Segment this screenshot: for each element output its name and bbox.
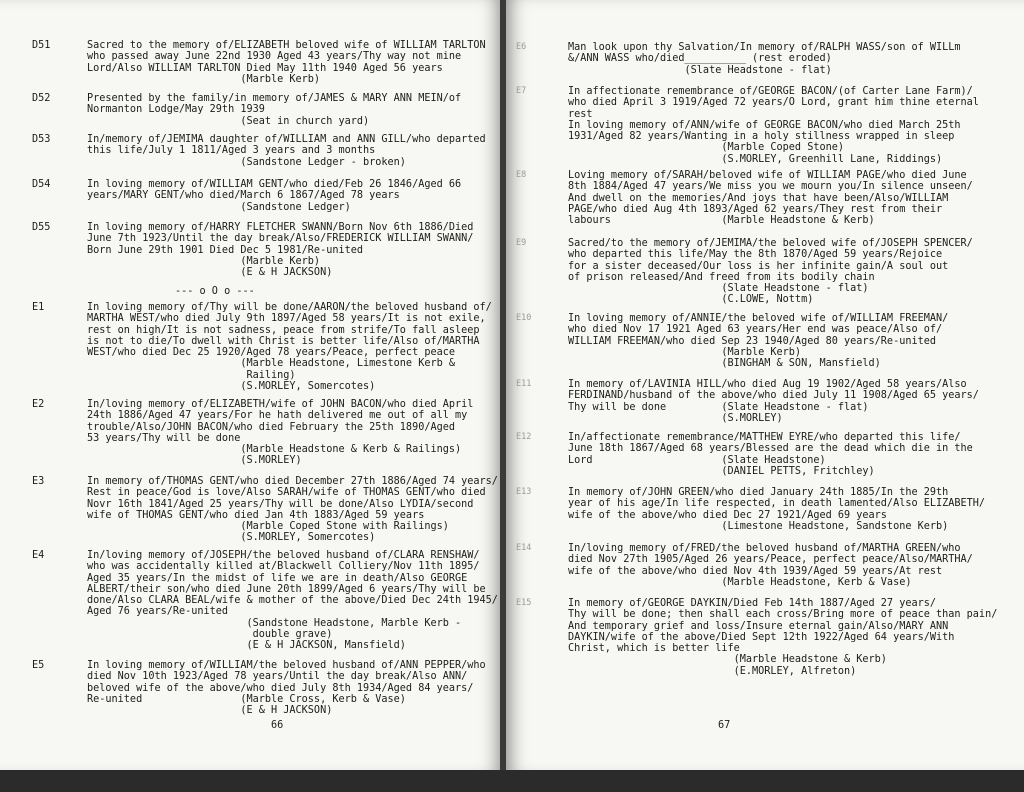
inscription-line: (Marble Coped Stone) — [568, 142, 845, 154]
inscription-line: years/MARY GENT/who died/March 6 1867/Aged 78 years — [87, 190, 400, 202]
grave-code: E9 — [516, 238, 527, 248]
inscription-line: 8th 1884/Aged 47 years/We miss you we mourn you/In silence unseen/ — [568, 181, 973, 193]
inscription-line: (Marble Headstone & Kerb) — [568, 654, 887, 666]
inscription-line: In loving memory of/ANNIE/the beloved wife of/WILLIAM FREEMAN/ — [568, 313, 949, 324]
inscription-line: ALBERT/their son/who died June 20th 1899/Aged 6 years/Thy will be — [87, 583, 486, 595]
inscription-text — [87, 93, 461, 127]
inscription-line: 1931/Aged 82 years/Wanting in a holy stillness wrapped in sleep — [568, 131, 955, 143]
inscription-line: Thy will be done (Slate Headstone - flat) — [568, 401, 869, 413]
inscription-line: this life/July 1 1811/Aged 3 years and 3 months — [87, 145, 376, 157]
grave-code: E14 — [516, 543, 532, 553]
grave-code: E10 — [516, 313, 532, 323]
inscription-line: In affectionate remembrance of/GEORGE BACON/(of Carter Lane Farm)/ — [568, 86, 973, 97]
inscription-text — [87, 222, 473, 278]
inscription-line: &/ANN WASS who/died__________ (rest eroded) — [568, 53, 832, 65]
inscription-line: (E & H JACKSON) — [87, 267, 333, 279]
inscription-line: In loving memory of/ANN/wife of GEORGE BACON/who died March 25th — [568, 119, 961, 131]
grave-code: E3 — [32, 476, 45, 487]
inscription-line: done/Also CLARA BEAL/wife & mother of the above/Died Dec 24th 1945/ — [87, 595, 498, 607]
inscription-entry — [506, 379, 1024, 426]
grave-code: E11 — [516, 379, 532, 389]
inscription-line: Sacred/to the memory of/JEMIMA/the beloved wife of/JOSEPH SPENCER/ — [568, 238, 973, 249]
inscription-line: In loving memory of/HARRY FLETCHER SWANN/Born Nov 6th 1886/Died — [87, 222, 474, 233]
inscription-line: Thy will be done; then shall each cross/Bring more of peace than pain/ — [568, 609, 998, 621]
inscription-entry — [506, 86, 1024, 167]
inscription-entry — [506, 170, 1024, 229]
inscription-line: (BINGHAM & SON, Mansfield) — [568, 358, 881, 370]
right-page — [506, 0, 1024, 772]
inscription-line: labours (Marble Headstone & Kerb) — [568, 215, 875, 227]
inscription-line: who departed this life/May the 8th 1870/Aged 59 years/Rejoice — [568, 249, 943, 261]
inscription-line: trouble/Also/JOHN BACON/who died February the 25th 1890/Aged — [87, 421, 456, 433]
inscription-line: In loving memory of/WILLIAM GENT/who died/Feb 26 1846/Aged 66 — [87, 179, 462, 190]
inscription-line: (Sandstone Ledger - broken) — [87, 156, 406, 168]
inscription-line: In loving memory of/Thy will be done/AARON/the beloved husband of/ — [87, 302, 492, 313]
inscription-line: who died April 3 1919/Aged 72 years/O Lord, grant him thine eternal — [568, 97, 979, 109]
inscription-entry — [506, 42, 1024, 78]
inscription-line: year of his age/In life respected, in death lamented/Also ELIZABETH/ — [568, 498, 986, 510]
inscription-text — [87, 179, 461, 213]
inscription-text — [87, 660, 486, 716]
inscription-line: In memory of/THOMAS GENT/who died December 27th 1886/Aged 74 years/ — [87, 476, 498, 487]
page-number: 67 — [718, 720, 731, 731]
inscription-line: In memory of/JOHN GREEN/who died January 24th 1885/In the 29th — [568, 487, 949, 498]
left-page — [0, 0, 502, 772]
inscription-line: who passed away June 22nd 1930 Aged 43 years/Thy way not mine — [87, 51, 462, 63]
inscription-line: June 18th 1867/Aged 68 years/Blessed are the dead which die in the — [568, 443, 973, 455]
inscription-line: (Marble Headstone, Limestone Kerb & — [87, 358, 456, 370]
inscription-line: of prison released/And freed from its bodily chain — [568, 271, 875, 283]
inscription-line: wife of THOMAS GENT/who died Jan 4th 1883/Aged 59 years — [87, 509, 425, 521]
inscription-line: Novr 16th 1841/Aged 25 years/Thy will be done/Also LYDIA/second — [87, 498, 474, 510]
inscription-line: And temporary grief and loss/Insure eternal gain/Also/MARY ANN — [568, 620, 949, 632]
inscription-line: wife of the above/who died Dec 27 1921/Aged 69 years — [568, 509, 887, 521]
inscription-line: (Marble Kerb) — [87, 73, 321, 85]
inscription-entry — [0, 40, 502, 87]
scanner-edge — [0, 770, 1024, 792]
grave-code: D51 — [32, 40, 51, 51]
inscription-line: who was accidentally killed at/Blackwell Colliery/Nov 11th 1895/ — [87, 561, 480, 573]
inscription-entry — [0, 222, 502, 281]
inscription-line: (S.MORLEY) — [87, 455, 302, 467]
inscription-text — [568, 238, 973, 306]
inscription-line: beloved wife of the above/who died July 8th 1934/Aged 84 years/ — [87, 682, 474, 694]
inscription-line: (DANIEL PETTS, Fritchley) — [568, 465, 875, 477]
inscription-line: (E.MORLEY, Alfreton) — [568, 665, 857, 677]
inscription-line: And dwell on the memories/And joys that have been/Also/WILLIAM — [568, 192, 949, 204]
inscription-line: Aged 35 years/In the midst of life we are in death/Also GEORGE — [87, 572, 468, 584]
inscription-line: (Sandstone Ledger) — [87, 201, 351, 213]
grave-code: E4 — [32, 550, 45, 561]
inscription-line: wife of the above/who died Nov 4th 1939/Aged 59 years/At rest — [568, 565, 943, 577]
inscription-line: is not to die/To dwell with Christ is better life/Also of/MARTHA — [87, 335, 480, 347]
inscription-line: (S.MORLEY) — [568, 412, 783, 424]
inscription-line: died Nov 27th 1905/Aged 26 years/Peace, perfect peace/Also/MARTHA/ — [568, 554, 973, 566]
inscription-line: Sacred to the memory of/ELIZABETH beloved wife of WILLIAM TARLTON — [87, 40, 486, 51]
inscription-line: Re-united (Marble Cross, Kerb & Vase) — [87, 693, 406, 705]
inscription-line: DAYKIN/wife of the above/Died Sept 12th 1922/Aged 64 years/With — [568, 631, 955, 643]
page-number: 66 — [271, 720, 284, 731]
inscription-line: (C.LOWE, Nottm) — [568, 294, 814, 306]
inscription-line: In memory of/GEORGE DAYKIN/Died Feb 14th 1887/Aged 27 years/ — [568, 598, 937, 609]
inscription-line: for a sister deceased/Our loss is her infinite gain/A soul out — [568, 260, 949, 272]
inscription-line: (Slate Headstone - flat) — [568, 64, 832, 76]
inscription-line: In memory of/LAVINIA HILL/who died Aug 19 1902/Aged 58 years/Also — [568, 379, 967, 390]
inscription-entry — [506, 432, 1024, 479]
inscription-text — [568, 313, 948, 369]
inscription-line: In/affectionate remembrance/MATTHEW EYRE/who departed this life/ — [568, 432, 961, 443]
inscription-text — [87, 550, 498, 652]
section-separator: --- o O o --- — [175, 286, 255, 297]
inscription-entry — [0, 660, 502, 719]
grave-code: E15 — [516, 598, 532, 608]
inscription-text — [568, 379, 979, 424]
inscription-line: 53 years/Thy will be done — [87, 432, 241, 444]
inscription-text — [568, 42, 961, 76]
inscription-text — [568, 86, 979, 165]
inscription-text — [568, 598, 997, 677]
inscription-line: Born June 29th 1901 Died Dec 5 1981/Re-united — [87, 244, 364, 256]
inscription-line: (S.MORLEY, Somercotes) — [87, 381, 376, 393]
inscription-text — [87, 40, 486, 85]
inscription-line: In/loving memory of/ELIZABETH/wife of JOHN BACON/who died April — [87, 399, 474, 410]
inscription-line: (E & H JACKSON, Mansfield) — [87, 640, 406, 652]
inscription-text — [87, 399, 473, 467]
grave-code: E5 — [32, 660, 45, 671]
inscription-entry — [506, 543, 1024, 590]
inscription-entry — [0, 550, 502, 654]
inscription-line: FERDINAND/husband of the above/who died July 11 1908/Aged 65 years/ — [568, 390, 979, 402]
inscription-line: In loving memory of/WILLIAM/the beloved husband of/ANN PEPPER/who — [87, 660, 486, 671]
inscription-text — [87, 476, 498, 544]
inscription-entry — [0, 93, 502, 129]
grave-code: E12 — [516, 432, 532, 442]
inscription-entry — [506, 313, 1024, 372]
inscription-line: (Seat in church yard) — [87, 115, 370, 127]
inscription-line: (S.MORLEY, Somercotes) — [87, 532, 376, 544]
inscription-line: rest — [568, 108, 593, 120]
inscription-line: Rest in peace/God is love/Also SARAH/wife of THOMAS GENT/who died — [87, 487, 486, 499]
inscription-line: Lord/Also WILLIAM TARLTON Died May 11th 1940 Aged 56 years — [87, 62, 443, 74]
inscription-entry — [0, 134, 502, 170]
inscription-line: (Limestone Headstone, Sandstone Kerb) — [568, 520, 949, 532]
inscription-line: (Marble Headstone, Kerb & Vase) — [568, 576, 912, 588]
inscription-line: WEST/who died Dec 25 1920/Aged 78 years/Peace, perfect peace — [87, 347, 456, 359]
inscription-entry — [506, 598, 1024, 679]
inscription-line: Man look upon thy Salvation/In memory of/RALPH WASS/son of WILLm — [568, 42, 961, 53]
inscription-line: Presented by the family/in memory of/JAMES & MARY ANN MEIN/of — [87, 93, 462, 104]
inscription-line: (Marble Kerb) — [87, 255, 321, 267]
grave-code: E13 — [516, 487, 532, 497]
inscription-text — [568, 487, 985, 532]
inscription-entry — [506, 238, 1024, 308]
inscription-line: WILLIAM FREEMAN/who died Sep 23 1940/Aged 80 years/Re-united — [568, 335, 937, 347]
inscription-line: Christ, which is better life — [568, 643, 740, 655]
inscription-text — [568, 432, 973, 477]
inscription-line: rest on high/It is not sadness, peace from strife/To fall asleep — [87, 324, 480, 336]
inscription-line: (Marble Headstone & Kerb & Railings) — [87, 444, 462, 456]
inscription-line: Normanton Lodge/May 29th 1939 — [87, 104, 265, 116]
inscription-line: MARTHA WEST/who died July 9th 1897/Aged 58 years/It is not exile, — [87, 313, 486, 325]
grave-code: E8 — [516, 170, 527, 180]
inscription-line: died Nov 10th 1923/Aged 78 years/Until the day break/Also ANN/ — [87, 671, 468, 683]
inscription-line: (Marble Kerb) — [568, 346, 802, 358]
inscription-text — [568, 543, 973, 588]
inscription-line: (Slate Headstone - flat) — [568, 283, 869, 295]
grave-code: E2 — [32, 399, 45, 410]
inscription-text — [87, 302, 492, 392]
inscription-entry — [506, 487, 1024, 534]
inscription-text — [87, 134, 486, 168]
inscription-entry — [0, 399, 502, 469]
inscription-line: In/loving memory of/FRED/the beloved husband of/MARTHA GREEN/who — [568, 543, 961, 554]
inscription-line: June 7th 1923/Until the day break/Also/FREDERICK WILLIAM SWANN/ — [87, 233, 474, 245]
inscription-entry — [0, 476, 502, 546]
inscription-entry — [0, 302, 502, 394]
grave-code: E6 — [516, 42, 527, 52]
inscription-line: Railing) — [87, 369, 296, 381]
inscription-line: (Marble Coped Stone with Railings) — [87, 521, 449, 533]
inscription-line: Aged 76 years/Re-united — [87, 606, 229, 618]
grave-code: D55 — [32, 222, 51, 233]
inscription-line: (S.MORLEY, Greenhill Lane, Riddings) — [568, 153, 943, 165]
inscription-line: PAGE/who died Aug 4th 1893/Aged 62 years/They rest from their — [568, 203, 943, 215]
inscription-line: who died Nov 17 1921 Aged 63 years/Her end was peace/Also of/ — [568, 324, 943, 336]
inscription-line: In/loving memory of/JOSEPH/the beloved husband of/CLARA RENSHAW/ — [87, 550, 480, 561]
grave-code: D54 — [32, 179, 51, 190]
inscription-line: (E & H JACKSON) — [87, 705, 333, 717]
inscription-line: double grave) — [87, 629, 333, 641]
grave-code: D53 — [32, 134, 51, 145]
inscription-line: Loving memory of/SARAH/beloved wife of WILLIAM PAGE/who died June — [568, 170, 967, 181]
grave-code: E1 — [32, 302, 45, 313]
inscription-line: (Sandstone Headstone, Marble Kerb - — [87, 617, 462, 629]
inscription-line: Lord (Slate Headstone) — [568, 454, 826, 466]
inscription-line: 24th 1886/Aged 47 years/For he hath delivered me out of all my — [87, 410, 468, 422]
inscription-entry — [0, 179, 502, 215]
grave-code: D52 — [32, 93, 51, 104]
inscription-line: In/memory of/JEMIMA daughter of/WILLIAM and ANN GILL/who departed — [87, 134, 486, 145]
grave-code: E7 — [516, 86, 527, 96]
inscription-text — [568, 170, 973, 226]
